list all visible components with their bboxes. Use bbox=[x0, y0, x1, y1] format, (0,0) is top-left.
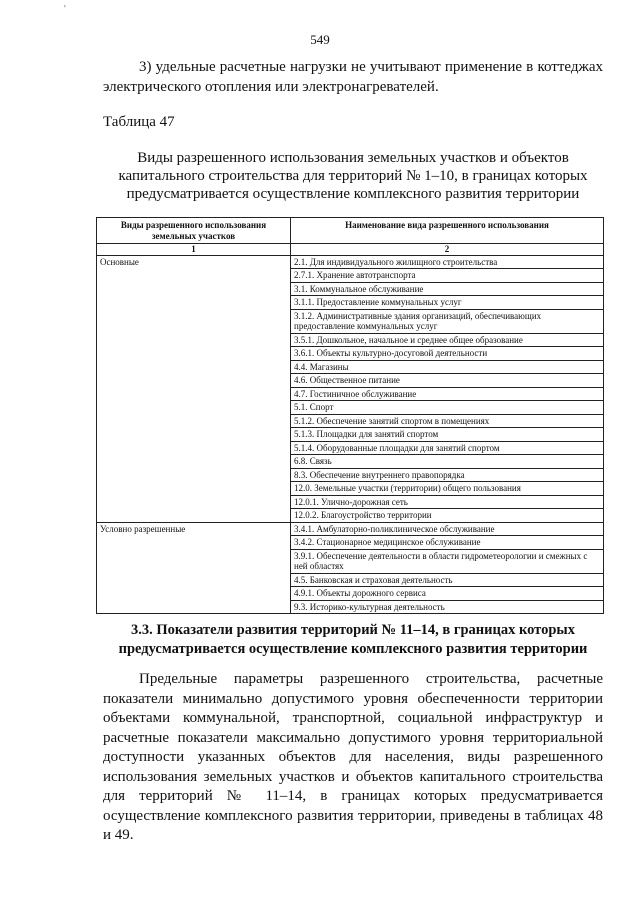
intro-paragraph: 3) удельные расчетные нагрузки не учитывают применение в коттеджах электрического отопления или электронагревателей. bbox=[103, 59, 603, 95]
table-label: Таблица 47 bbox=[103, 114, 175, 130]
use-name-cell: 4.9.1. Объекты дорожного сервиса bbox=[291, 587, 604, 601]
use-name-cell: 6.8. Связь bbox=[291, 455, 604, 469]
use-name-cell: 5.1. Спорт bbox=[291, 401, 604, 415]
column-number-2: 2 bbox=[291, 244, 604, 256]
use-name-cell: 3.4.2. Стационарное медицинское обслуживание bbox=[291, 536, 604, 550]
use-name-cell: 4.4. Магазины bbox=[291, 360, 604, 374]
use-name-cell: 4.7. Гостиничное обслуживание bbox=[291, 387, 604, 401]
use-name-cell: 3.1. Коммунальное обслуживание bbox=[291, 282, 604, 296]
use-name-cell: 4.5. Банковская и страховая деятельность bbox=[291, 573, 604, 587]
table-header-row bbox=[97, 218, 604, 244]
body-paragraph: Предельные параметры разрешенного строительства, расчетные показатели минимально допустимого уровня обеспеченности территории объектами коммунальной, транспортной, социальной инфраструктур и расчетные показатели максимально допустимого уровня территориальной доступности указанных объектов для населения, виды разрешенного использования земельных участков и объектов капитального строительства для территорий № 11–14, в границах которых предусматривается осуществление комплексного развития территории, приведены в таблицах 48 и 49. bbox=[103, 671, 603, 843]
use-name-cell: 12.0. Земельные участки (территории) общего пользования bbox=[291, 482, 604, 496]
category-cell: Основные bbox=[97, 255, 291, 522]
use-name-cell: 12.0.2. Благоустройство территории bbox=[291, 509, 604, 523]
use-name-cell: 3.6.1. Объекты культурно-досуговой деятельности bbox=[291, 347, 604, 361]
use-name-cell: 3.1.2. Административные здания организаций, обеспечивающих предоставление коммунальных услуг bbox=[291, 309, 604, 333]
header-use-name: Наименование вида разрешенного использования bbox=[291, 218, 604, 244]
scan-speck: ' bbox=[64, 4, 66, 15]
use-name-cell: 3.1.1. Предоставление коммунальных услуг bbox=[291, 296, 604, 310]
section-heading: 3.3. Показатели развития территорий № 11–14, в границах которых предусматривается осуществление комплексного развития территории bbox=[118, 622, 588, 657]
table-column-number-row bbox=[97, 244, 604, 256]
table-body bbox=[97, 255, 604, 614]
header-land-use-types: Виды разрешенного использования земельных участков bbox=[97, 218, 291, 244]
use-name-cell: 3.4.1. Амбулаторно-поликлиническое обслуживание bbox=[291, 522, 604, 536]
column-number-1: 1 bbox=[97, 244, 291, 256]
use-name-cell: 5.1.3. Площадки для занятий спортом bbox=[291, 428, 604, 442]
use-name-cell: 9.3. Историко-культурная деятельность bbox=[291, 600, 604, 614]
use-name-cell: 5.1.4. Оборудованные площадки для занятий спортом bbox=[291, 441, 604, 455]
category-cell: Условно разрешенные bbox=[97, 522, 291, 614]
use-name-cell: 5.1.2. Обеспечение занятий спортом в помещениях bbox=[291, 414, 604, 428]
table-row bbox=[97, 255, 604, 269]
land-use-table bbox=[96, 217, 604, 614]
use-name-cell: 8.3. Обеспечение внутреннего правопорядка bbox=[291, 468, 604, 482]
use-name-cell: 4.6. Общественное питание bbox=[291, 374, 604, 388]
use-name-cell: 3.9.1. Обеспечение деятельности в области гидрометеорологии и смежных с ней областях bbox=[291, 549, 604, 573]
use-name-cell: 2.7.1. Хранение автотранспорта bbox=[291, 269, 604, 283]
use-name-cell: 2.1. Для индивидуального жилищного строительства bbox=[291, 255, 604, 269]
table-row bbox=[97, 522, 604, 536]
page-number: 549 bbox=[310, 32, 330, 47]
use-name-cell: 12.0.1. Улично-дорожная сеть bbox=[291, 495, 604, 509]
use-name-cell: 3.5.1. Дошкольное, начальное и среднее общее образование bbox=[291, 333, 604, 347]
table-title: Виды разрешенного использования земельных участков и объектов капитального строительства для территорий № 1–10, в границах которых предусматривается осуществление комплексного развития территории bbox=[118, 150, 588, 202]
